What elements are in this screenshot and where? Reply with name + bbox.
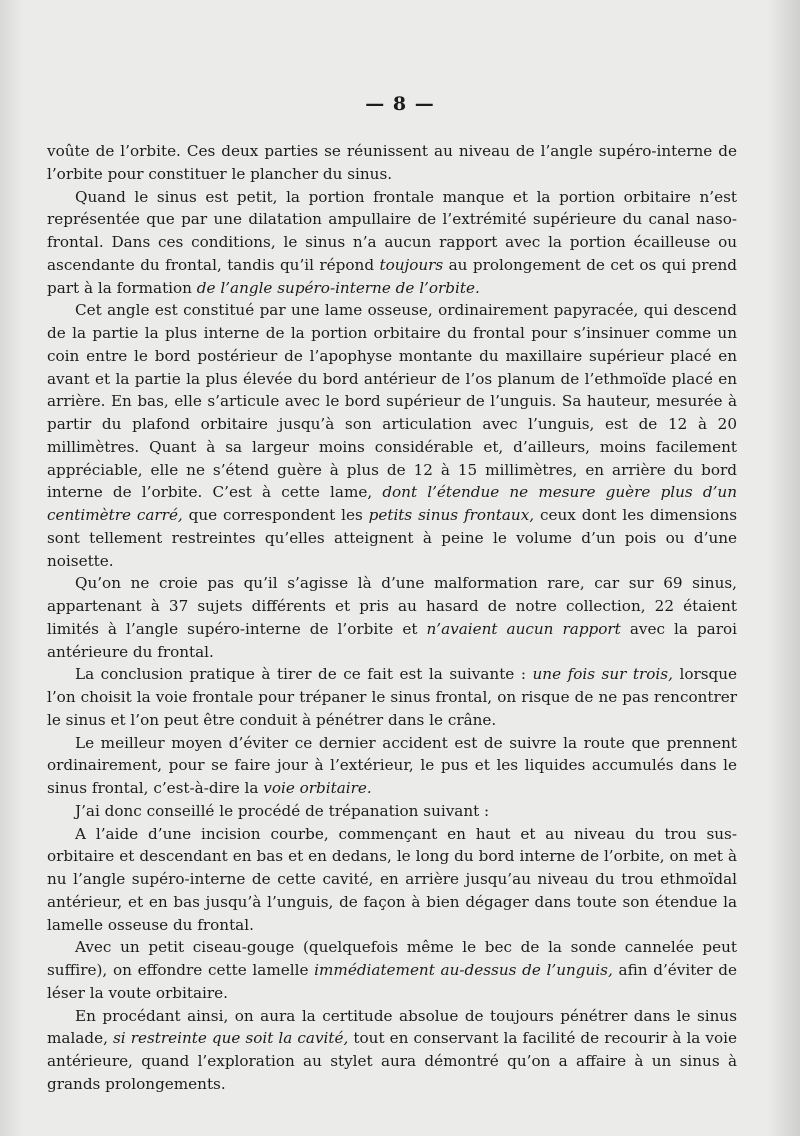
emphasis-text: petits sinus frontaux, — [368, 506, 535, 524]
text-run: ceux dont les dimensions sont tellement restreintes qu’elles atteignent à peine le volume d’un pois ou d’une noisette. — [47, 506, 737, 570]
text-run: que correspondent les — [182, 506, 369, 524]
paragraph — [47, 186, 737, 300]
text-run: Quand le sinus est petit, la portion frontale manque et la portion orbitaire n’est représentée que par une dilatation ampullaire de l’extrémité supérieure du canal naso-frontal. Dans ces conditions, le sinus n’a aucun rapport avec la portion écailleuse ou ascendante du frontal, tandis qu’il répond — [47, 187, 737, 274]
text-run: tout en conservant la facilité de recourir à la voie antérieure, quand l’exploration au stylet aura démontré qu’on a affaire à un sinus à grands prolongements. — [47, 1029, 738, 1093]
paragraph — [47, 663, 737, 731]
emphasis-text: de l’angle supéro-interne de l’orbite. — [196, 278, 480, 297]
text-run: La conclusion pratique à tirer de ce fait est la suivante : — [75, 665, 533, 684]
text-run: avec la paroi antérieure du frontal. — [47, 619, 738, 661]
emphasis-text: dont l’étendue ne mesure guère plus d’un centimètre carré, — [47, 483, 737, 524]
paragraph — [47, 800, 737, 823]
text-run: Qu’on ne croie pas qu’il s’agisse là d’une malformation rare, car sur 69 sinus, appartenant à 37 sujets différents et pris au hasard de notre collection, 22 étaient limités à l’angle supéro-interne de l’orbite et — [47, 574, 737, 638]
emphasis-text: si restreinte que soit la cavité, — [112, 1029, 349, 1048]
text-run: En procédant ainsi, on aura la certitude absolue de toujours pénétrer dans le sinus malade, — [47, 1006, 737, 1048]
paragraph — [47, 823, 737, 937]
paragraph — [47, 140, 737, 186]
page-number: — 8 — — [365, 93, 435, 115]
emphasis-text: voie orbitaire. — [263, 779, 372, 797]
text-run: voûte de l’orbite. Ces deux parties se réunissent au niveau de l’angle supéro-interne de l’orbite pour constituer le plancher du sinus. — [47, 142, 737, 183]
text-run: Avec un petit ciseau-gouge (quelquefois même le bec de la sonde cannelée peut suffire), on effondre cette lamelle — [47, 938, 737, 979]
text-run: afin d’éviter de léser la voute orbitaire. — [47, 961, 737, 1002]
text-run: Cet angle est constitué par une lame osseuse, ordinairement papyracée, qui descend de la partie la plus interne de la portion orbitaire du frontal pour s’insinuer comme un coin entre le bord postérieur de l’apophyse montante du maxillaire supérieur placé en avant et la partie la plus élevée du bord antérieur de l’os planum de l’ethmoïde placé en arrière. En bas, elle s’articule avec le bord supérieur de l’unguis. Sa hauteur, mesurée à partir du plafond orbitaire jusqu’à son articulation avec l’unguis, est de 12 à 20 millimètres. Quant à sa largeur moins considérable et, d’ailleurs, moins facilement appréciable, elle ne s’étend guère à plus de 12 à 15 millimètres, en arrière du bord interne de l’orbite. C’est à cette lame, — [47, 301, 737, 502]
emphasis-text: une fois sur trois, — [532, 665, 673, 684]
paragraph — [47, 299, 737, 572]
text-run: A l’aide d’une incision courbe, commençant en haut et au niveau du trou sus-orbitaire et descendant en bas et en dedans, le long du bord interne de l’orbite, on met à nu l’angle supéro-interne de cette cavité, en arrière jusqu’au niveau du trou ethmoïdal antérieur, et en bas jusqu’à l’unguis, de façon à bien dégager dans toute son étendue la lamelle osseuse du frontal. — [47, 824, 737, 934]
text-run: lorsque l’on choisit la voie frontale pour trépaner le sinus frontal, on risque de ne pas rencontrer le sinus et l’on peut être conduit à pénétrer dans le crâne. — [47, 665, 738, 729]
paragraph — [47, 732, 737, 800]
text-run: Le meilleur moyen d’éviter ce dernier accident est de suivre la route que prennent ordinairement, pour se faire jour à l’extérieur, le pus et les liquides accumulés dans le sinus frontal, c’est-à-dire la — [47, 733, 737, 797]
emphasis-text: n’avaient aucun rapport — [426, 619, 621, 638]
paragraph — [47, 1005, 737, 1096]
emphasis-text: immédiatement au-dessus de l’unguis, — [314, 961, 613, 979]
paragraph — [47, 936, 737, 1004]
text-run: au prolongement de cet os qui prend part à la formation — [47, 255, 737, 297]
emphasis-text: toujours — [379, 255, 444, 274]
body-text — [47, 140, 737, 1096]
text-run: J’ai donc conseillé le procédé de trépanation suivant : — [75, 801, 490, 820]
paragraph — [47, 572, 737, 663]
